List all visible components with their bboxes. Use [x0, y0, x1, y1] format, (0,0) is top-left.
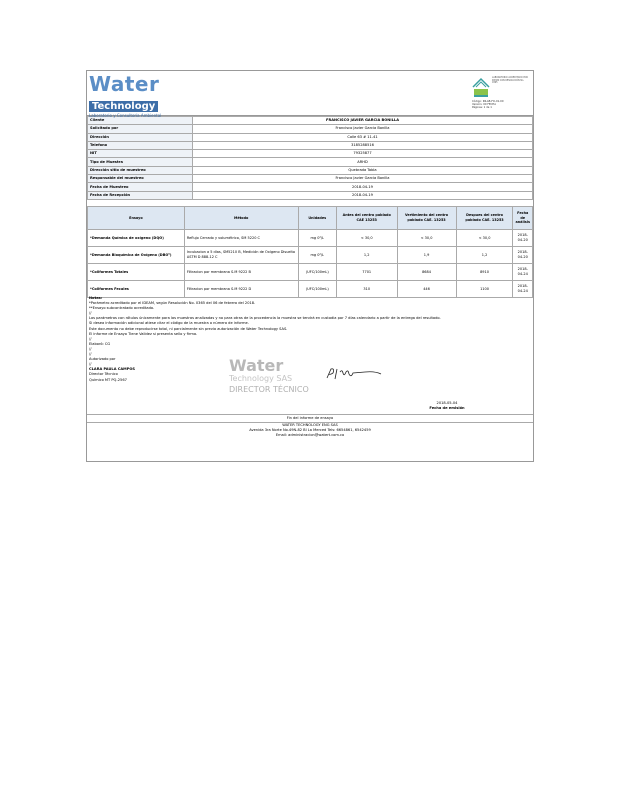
- despues-value-cell: 8910: [456, 263, 513, 280]
- fecha-analisis-cell: 2018-04-24: [513, 263, 533, 280]
- client-info-label: Responsable del muestreo: [88, 175, 193, 183]
- antes-value-cell: 7701: [336, 263, 397, 280]
- end-of-report-line: Fin del informe de ensayo: [87, 414, 533, 423]
- unidades-cell: (UFC/100mL): [298, 280, 336, 297]
- antes-value-cell: 310: [336, 280, 397, 297]
- client-info-label: Dirección: [88, 133, 193, 141]
- ideam-accreditation-text: LABORATORIO ACREDITADO POR IDEAM CON RESOLUCIÓN No. 0365: [492, 76, 528, 85]
- logo-word-technology: Technology: [89, 101, 158, 112]
- note-line: //: [89, 311, 92, 316]
- unidades-cell: (UFC/100mL): [298, 263, 336, 280]
- unidades-cell: mg 0²/L: [298, 246, 336, 263]
- client-info-label: Dirección sitio de muestreo: [88, 166, 193, 174]
- note-line: Los parámetros con rótulos únicamente para las muestras analizadas y no para otras de la procedencia la muestra se tendrá en custodia por 7 días calendario a partir de la entrega del resultado.: [89, 316, 441, 321]
- vertimiento-value-cell: 1,9: [397, 246, 456, 263]
- client-info-value: ARHD: [193, 158, 533, 166]
- vertimiento-value-cell: < 30,0: [397, 229, 456, 246]
- footer-address: Avenida 3ra Norte No.49N-82 Bl La Merced Tels: 6654861, 6542459: [249, 428, 371, 433]
- client-info-row: [88, 158, 533, 166]
- client-info-label: Tipo de Muestra: [88, 158, 193, 166]
- note-line: CLARA PAULA CAMPOS: [89, 367, 135, 372]
- footer-email: Email: administracion@watert.com.co: [275, 433, 345, 438]
- footer-company: WATER TECHNOLOGY ENG SAS: [282, 423, 338, 427]
- note-line: *Parámetro acreditado por el IDEAM, según Resolución No. 0365 del 06 de febrero del 2018.: [89, 301, 256, 306]
- client-info-label: Fecha de Recepción: [88, 191, 193, 199]
- ensayo-cell: *Coliformes Totales: [88, 263, 185, 280]
- client-info-value: 2018-04-19: [193, 191, 533, 199]
- metodo-cell: Incubacion a 5 días, SM5210 B, Medición de Oxígeno Disuelto ASTM D 888-12 C: [184, 246, 298, 263]
- client-info-label: NIT: [88, 150, 193, 158]
- note-line: Autorizado por: [89, 357, 116, 362]
- metodo-cell: Reflujo Cerrado y volumétrico, SM 5220 C: [184, 229, 298, 246]
- client-info-value: 3185288516: [193, 141, 533, 149]
- col-header-fecha-analisis: Fecha de análisis: [513, 206, 533, 229]
- vertimiento-value-cell: 8684: [397, 263, 456, 280]
- report-header: [87, 71, 533, 116]
- client-info-row: [88, 183, 533, 191]
- emission-date-label: Fecha de emisión: [429, 406, 465, 410]
- note-line: Este documento no debe reproducirse total, ni parcialmente sin previa autorización de Water Technology SAS.: [89, 326, 288, 331]
- ideam-document-codes: [472, 100, 528, 110]
- col-header-antes: Antes del centro poblado CAE 13253: [336, 206, 397, 229]
- client-info-label: Solicitado por: [88, 125, 193, 133]
- client-info-row: [88, 141, 533, 149]
- table-row: [88, 246, 533, 263]
- fecha-analisis-cell: 2018-04-24: [513, 280, 533, 297]
- report-sheet: [86, 70, 534, 462]
- note-line: Elaboró: CG: [89, 341, 111, 346]
- vertimiento-value-cell: 446: [397, 280, 456, 297]
- client-info-row: [88, 125, 533, 133]
- client-info-row: [88, 133, 533, 141]
- water-technology-stamp: [229, 357, 313, 393]
- logo-word-water: Water: [89, 72, 160, 96]
- client-info-row: [88, 150, 533, 158]
- client-info-value: 79325877: [193, 150, 533, 158]
- col-header-metodo: Método: [184, 206, 298, 229]
- ideam-logo-icon: [471, 76, 491, 98]
- client-info-row: [88, 175, 533, 183]
- metodo-cell: Filtracion por membrana S.M 9222 D: [184, 280, 298, 297]
- col-header-vertimiento: Vertimiento del centro poblado CAE. 13253: [397, 206, 456, 229]
- table-row: [88, 263, 533, 280]
- ideam-accreditation-box: [470, 75, 530, 111]
- despues-value-cell: < 30,0: [456, 229, 513, 246]
- client-info-table: [87, 116, 533, 200]
- despues-value-cell: 1100: [456, 280, 513, 297]
- logo-tagline: Laboratorio y Consultoría Ambiental: [89, 113, 162, 118]
- client-info-value: Francisco Javier Garcia Bonilla: [193, 175, 533, 183]
- stamp-word-water: Water: [229, 356, 284, 375]
- ideam-code-line: Versión: 00 FECHA: [472, 103, 497, 107]
- emission-date: 2018-05-04: [436, 401, 458, 405]
- notes-title: Notas:: [89, 296, 103, 300]
- metodo-cell: Filtracion por membrana S.M 9222 B: [184, 263, 298, 280]
- client-info-label: Telefono: [88, 141, 193, 149]
- stamp-caption: DIRECTOR TÉCNICO: [229, 385, 309, 394]
- ensayo-cell: *Coliformes Fecales: [88, 280, 185, 297]
- note-line: Director Técnico: [89, 372, 118, 377]
- note-line: Químico MT PQ-2567: [89, 377, 127, 382]
- water-technology-logo: [89, 72, 173, 118]
- client-info-value: Quebrada Tabla: [193, 166, 533, 174]
- despues-value-cell: 1,2: [456, 246, 513, 263]
- results-header-row: [88, 206, 533, 229]
- note-line: El informe de Ensayo Tiene Validez si presenta sello y firma.: [89, 331, 198, 336]
- company-footer: [87, 423, 533, 439]
- unidades-cell: mg 0²/L: [298, 229, 336, 246]
- ensayo-cell: *Demanda Química de oxígeno (DQO): [88, 229, 185, 246]
- client-info-value: Francisco Javier Garcia Bonilla: [193, 125, 533, 133]
- ideam-code-line: Páginas: 1 de 1: [472, 106, 492, 110]
- client-info-row: [88, 191, 533, 199]
- emission-date-block: [417, 401, 477, 411]
- note-line: Si desea información adicional atiese citar el código de la muestra o número de informe.: [89, 321, 249, 326]
- fecha-analisis-cell: 2018-04-20: [513, 229, 533, 246]
- fecha-analisis-cell: 2018-04-20: [513, 246, 533, 263]
- table-row: [88, 280, 533, 297]
- antes-value-cell: 1,2: [336, 246, 397, 263]
- client-info-value: Calle 63 # 11-41: [193, 133, 533, 141]
- table-row: [88, 229, 533, 246]
- antes-value-cell: < 30,0: [336, 229, 397, 246]
- col-header-despues: Despues del centro poblado CAE. 13253: [456, 206, 513, 229]
- note-line: //: [89, 352, 92, 357]
- note-line: //: [89, 362, 92, 367]
- ideam-code-line: Código: INLAB-FO-01-00: [472, 100, 504, 103]
- client-info-value: 2018-04-19: [193, 183, 533, 191]
- client-info-label: Cliente: [88, 117, 193, 125]
- note-line: //: [89, 346, 92, 351]
- col-header-ensayo: Ensayo: [88, 206, 185, 229]
- note-line: //: [89, 336, 92, 341]
- signature-image: [325, 367, 385, 381]
- note-line: **Ensayo subcontratado acreditado.: [89, 306, 155, 311]
- stamp-word-technology: Technology SAS: [229, 374, 293, 383]
- client-info-label: Fecha de Muestreo: [88, 183, 193, 191]
- ensayo-cell: *Demanda Bioquímica de Oxígeno (DBO⁵): [88, 246, 185, 263]
- col-header-unidades: Unidades: [298, 206, 336, 229]
- results-table: [87, 206, 533, 298]
- client-info-row: [88, 166, 533, 174]
- client-info-value: FRANCISCO JAVIER GARCIA BONILLA: [193, 117, 533, 125]
